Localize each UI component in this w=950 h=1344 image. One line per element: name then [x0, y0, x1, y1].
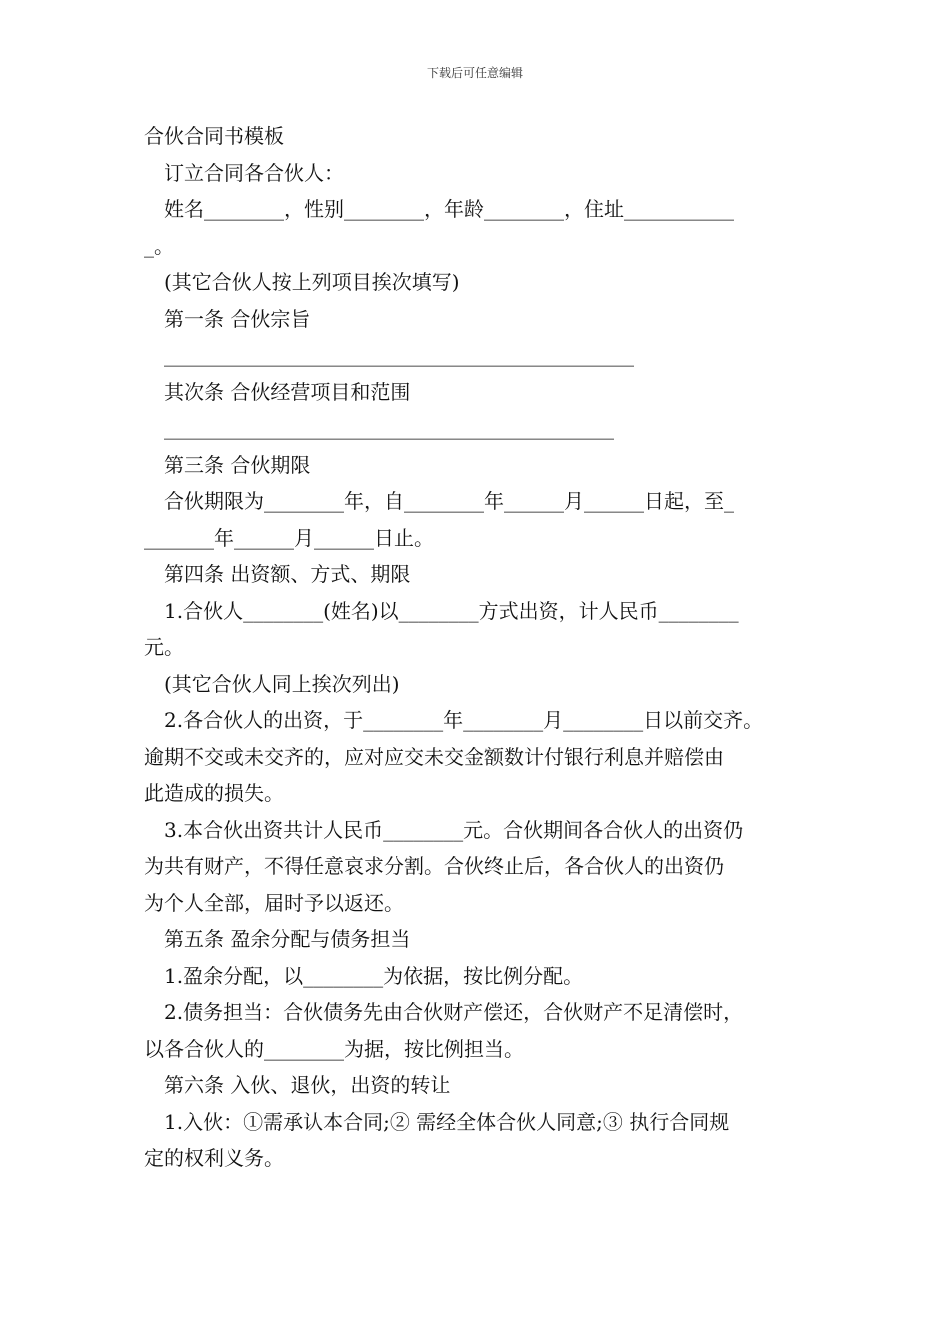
blank-line: _______________________________________________: [164, 343, 634, 367]
body-line: 为个人全部，届时予以返还。: [144, 890, 404, 915]
blank-line: _____________________________________________: [164, 416, 614, 440]
body-line: 2.各合伙人的出资，于________年________月________日以前交齐。: [164, 708, 764, 732]
body-line: (其它合伙人同上挨次列出): [164, 671, 400, 696]
article-heading: 第三条 合伙期限: [164, 452, 311, 477]
body-line: 1.入伙：①需承认本合同;② 需经全体合伙人同意;③ 执行合同规: [164, 1109, 730, 1134]
body-line: 3.本合伙出资共计人民币________元。合伙期间各合伙人的出资仍: [164, 817, 744, 842]
body-line: 订立合同各合伙人：: [164, 160, 344, 185]
body-line: 2.债务担当：合伙债务先由合伙财产偿还，合伙财产不足清偿时，: [164, 1000, 744, 1024]
article-heading: 其次条 合伙经营项目和范围: [164, 379, 411, 404]
article-heading: 第四条 出资额、方式、期限: [164, 562, 411, 586]
body-line: 定的权利义务。: [144, 1146, 284, 1170]
body-line: 1.合伙人________(姓名)以________方式出资，计人民币________: [164, 598, 739, 623]
article-heading: 第五条 盈余分配与债务担当: [164, 927, 411, 951]
body-line: 为共有财产，不得任意哀求分割。合伙终止后，各合伙人的出资仍: [144, 854, 724, 878]
body-line: 姓名________，性别________，年龄________，住址___________: [164, 197, 734, 221]
body-line: _______年______月______日止。: [144, 525, 434, 550]
body-line: _。: [144, 233, 174, 258]
page-header-note: 下载后可任意编辑: [426, 66, 523, 80]
body-line: 此造成的损失。: [144, 781, 284, 805]
document-title: 合伙合同书模板: [144, 124, 284, 148]
document-body: [144, 118, 834, 1177]
body-line: 以各合伙人的________为据，按比例担当。: [144, 1036, 524, 1061]
body-line: 合伙期限为________年，自________年______月______日起，至_: [164, 489, 734, 513]
body-line: (其它合伙人按上列项目挨次填写): [164, 270, 460, 294]
article-heading: 第一条 合伙宗旨: [164, 306, 311, 331]
article-heading: 第六条 入伙、退伙，出资的转让: [164, 1073, 451, 1097]
body-line: 逾期不交或未交齐的，应对应交未交金额数计付银行利息并赔偿由: [144, 744, 724, 769]
body-line: 元。: [144, 635, 184, 659]
body-line: 1.盈余分配，以________为依据，按比例分配。: [164, 963, 584, 988]
